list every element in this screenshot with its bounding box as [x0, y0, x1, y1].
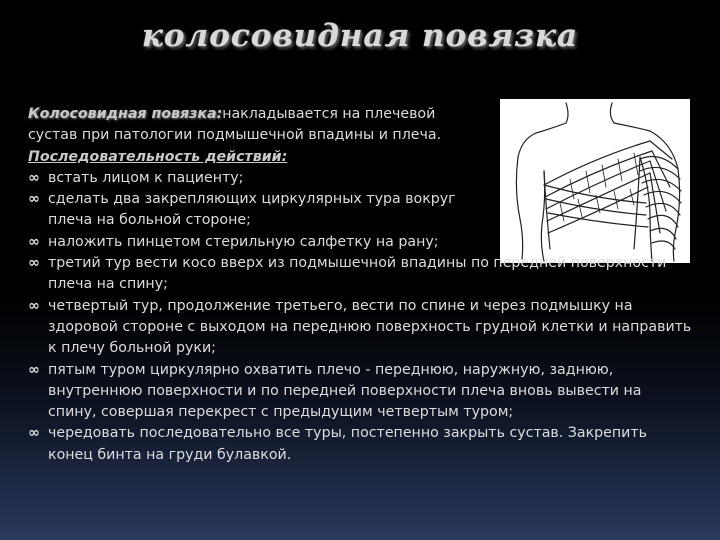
infinity-bullet-icon: ∞ — [28, 233, 40, 250]
sequence-heading: Последовательность действий: — [28, 148, 288, 165]
intro-paragraph — [28, 104, 486, 147]
step-text: встать лицом к пациенту; — [48, 169, 244, 186]
step-text: сделать два закрепляющих циркулярных тура вокруг плеча на больной стороне; — [48, 191, 456, 229]
list-item — [28, 360, 692, 424]
list-item — [28, 253, 692, 296]
infinity-bullet-icon: ∞ — [28, 425, 40, 442]
slide-body — [28, 104, 692, 466]
list-item — [28, 189, 486, 232]
step-text: чередовать последовательно все туры, постепенно закрыть сустав. Закрепить конец бинта на груди булавкой. — [48, 425, 647, 463]
infinity-bullet-icon: ∞ — [28, 191, 40, 208]
step-text: наложить пинцетом стерильную салфетку на рану; — [48, 233, 439, 250]
infinity-bullet-icon: ∞ — [28, 297, 40, 314]
list-item — [28, 232, 486, 253]
infinity-bullet-icon: ∞ — [28, 361, 40, 378]
step-text: третий тур вести косо вверх из подмышечной впадины по передней поверхности плеча на спину; — [48, 255, 667, 293]
steps-list — [28, 168, 692, 466]
intro-text: накладывается на плечевой сустав при патологии подмышечной впадины и плеча. — [28, 106, 442, 144]
slide-title: колосовидная повязка — [141, 18, 579, 54]
step-text: пятым туром циркулярно охватить плечо - переднюю, наружную, заднюю, внутреннюю поверхности и по передней поверхности плеча вновь вывести на спину, совершая перекрест с предыдущим четвертым туром; — [48, 361, 642, 421]
intro-lead: Колосовидная повязка: — [28, 106, 223, 122]
list-item — [28, 423, 692, 466]
list-item — [28, 168, 486, 189]
infinity-bullet-icon: ∞ — [28, 169, 40, 186]
infinity-bullet-icon: ∞ — [28, 255, 40, 272]
list-item — [28, 296, 692, 360]
step-text: четвертый тур, продолжение третьего, вести по спине и через подмышку на здоровой стороне с выходом на переднюю поверхность грудной клетки и направить к плечу больной руки; — [48, 297, 692, 357]
